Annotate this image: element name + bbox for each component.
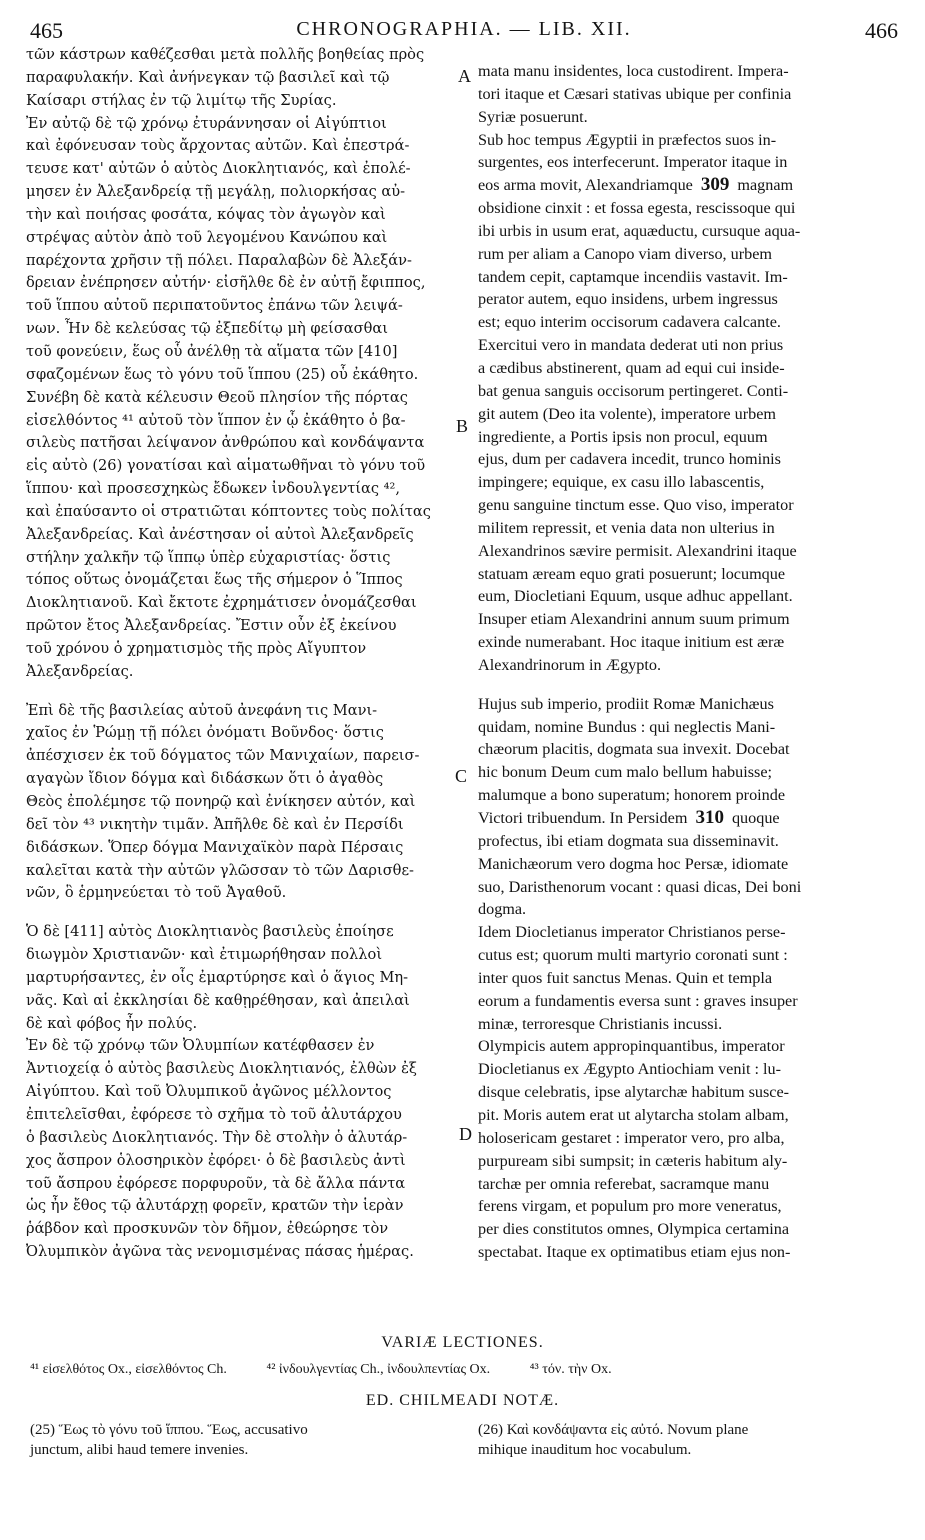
margin-marker-c: C bbox=[455, 766, 468, 786]
variant-41: ⁴¹ εἰσελθότος Ox., εἰσελθόντος Ch. bbox=[30, 1362, 227, 1377]
greek-text-line bbox=[26, 569, 454, 592]
greek-line-text: πρῶτον ἔτος Ἀλεξανδρείας. Ἔστιν οὖν ἐξ ἐκείνου bbox=[26, 617, 397, 635]
latin-line-text: statuam æream equo grati posuerunt; locumque bbox=[478, 564, 786, 583]
greek-line-text: νων. Ἦν δὲ κελεύσας τῷ ἐξπεδίτῳ μὴ φείσασθαι bbox=[26, 320, 388, 338]
latin-text-line bbox=[478, 563, 898, 586]
greek-text-line bbox=[26, 318, 454, 341]
greek-text-line bbox=[26, 1127, 454, 1150]
latin-line-text: tori itaque et Cæsari stativas ubique per confinia bbox=[478, 84, 792, 103]
latin-line-text: obsidione cinxit : et fossa egesta, rescissoque qui bbox=[478, 199, 796, 218]
latin-line-text: bat genua sanguis occisorum pertingeret. Conti- bbox=[478, 381, 789, 400]
greek-line-text: ῥάβδον καὶ προσκυνῶν τὸν δῆμον, ἐθεώρησε τὸν bbox=[26, 1220, 389, 1238]
latin-text-line bbox=[478, 1035, 898, 1058]
greek-line-text: σιλεὺς πατῆσαι λείψανον ἀνθρώπου καὶ κονδάψαντα bbox=[26, 434, 425, 452]
latin-text-line bbox=[478, 426, 898, 449]
latin-text-line bbox=[478, 403, 898, 426]
latin-line-text: genu sanguine tinctum esse. Quo viso, imperator bbox=[478, 496, 794, 515]
greek-text-line bbox=[26, 921, 454, 944]
greek-line-text: παραφυλακήν. Καὶ ἀνήνεγκαν τῷ βασιλεῖ καὶ τῷ bbox=[26, 68, 390, 86]
greek-line-text: εἰς αὐτὸ (26) γονατίσαι καὶ αἱματωθῆναι τὸ γόνυ τοῦ bbox=[26, 457, 426, 475]
latin-text-line bbox=[478, 288, 898, 311]
greek-line-text: ὡς ἦν ἔθος τῷ ἀλυτάρχῃ φορεῖν, κρατῶν τὴν ἱερὰν bbox=[26, 1197, 404, 1215]
latin-line-text: Insuper etiam Alexandrini annum suum primum bbox=[478, 610, 790, 629]
latin-text-line bbox=[478, 494, 898, 517]
greek-text-line bbox=[26, 90, 454, 113]
notae-title: ED. CHILMEADI NOTÆ. bbox=[365, 1392, 560, 1409]
greek-text-line bbox=[26, 700, 454, 723]
greek-line-text: τοῦ ἄσπρου ἐφόρεσε πορφυροῦν, τὰ δὲ ἄλλα πάντα bbox=[26, 1174, 406, 1192]
greek-text-line bbox=[26, 181, 454, 204]
greek-text-line bbox=[26, 1013, 454, 1036]
note-25 bbox=[30, 1420, 460, 1460]
greek-line-text: στήλην χαλκῆν τῷ ἵππῳ ὑπὲρ εὐχαριστίας· ὅστις bbox=[26, 548, 391, 566]
greek-column bbox=[26, 44, 454, 1264]
running-title: CHRONOGRAPHIA. — LIB. XII. bbox=[296, 18, 632, 40]
latin-text-line bbox=[478, 967, 898, 990]
margin-marker-a: A bbox=[458, 66, 471, 86]
greek-line-text: δὲ καὶ φόβος ἦν πολύς. bbox=[26, 1014, 198, 1032]
latin-text-line bbox=[478, 1195, 898, 1218]
latin-text-line bbox=[478, 944, 898, 967]
variant-readings bbox=[30, 1362, 900, 1378]
latin-text-line bbox=[478, 608, 898, 631]
greek-text-line bbox=[26, 768, 454, 791]
latin-text-line bbox=[478, 60, 898, 83]
latin-line-text: dogma. bbox=[478, 900, 527, 919]
greek-text-line bbox=[26, 44, 454, 67]
latin-text-line bbox=[478, 517, 898, 540]
latin-text-line bbox=[478, 738, 898, 761]
greek-text-line bbox=[26, 1058, 454, 1081]
margin-marker-b: B bbox=[456, 416, 469, 436]
latin-line-text: minæ, terroresque Christianis incussi. bbox=[478, 1014, 723, 1033]
greek-line-text: καὶ ἐφόνευσαν τοὺς ἄρχοντας αὐτῶν. Καὶ ἐπεστρά- bbox=[26, 137, 410, 155]
latin-text-line bbox=[478, 654, 898, 677]
greek-line-text: τοῦ χρόνου ὁ χρηματισμὸς τῆς πρὸς Αἴγυπτον bbox=[26, 639, 367, 657]
latin-line-text: suo, Daristhenorum vocant : quasi dicas, Dei boni bbox=[478, 877, 802, 896]
greek-line-text: νῶν, ὃ ἑρμηνεύεται τὸ τοῦ Ἀγαθοῦ. bbox=[26, 884, 287, 902]
note-26-line: (26) Καὶ κονδάψαντα εἰς αὐτό. Novum plane bbox=[478, 1422, 749, 1438]
greek-text-line bbox=[26, 1241, 454, 1264]
margin-number-310: 310 bbox=[695, 807, 724, 828]
latin-line-text: ingrediente, a Portis ipsis non procul, equum bbox=[478, 427, 768, 446]
greek-text-line bbox=[26, 158, 454, 181]
latin-line-text: exinde numerabant. Hoc itaque initium est æræ bbox=[478, 633, 785, 652]
greek-line-text: ἀπέσχισεν ἐκ τοῦ δόγματος τῶν Μανιχαίων, παρεισ- bbox=[26, 747, 420, 765]
latin-text-line bbox=[478, 1058, 898, 1081]
greek-text-line bbox=[26, 1081, 454, 1104]
latin-text-line bbox=[478, 311, 898, 334]
greek-line-text: στρέψας αὐτὸν ἀπὸ τοῦ λεγομένου Κανώπου καὶ bbox=[26, 228, 388, 246]
greek-line-text: ἵππου· καὶ προσεσχηκὼς ἔδωκεν ἰνδουλγεντίας ⁴², bbox=[26, 480, 400, 498]
latin-line-text: militem repressit, et venia data non ulterius in bbox=[478, 518, 775, 537]
greek-line-text: δρειαν ἐνέπρησεν αὐτήν· εἰσῆλθε δὲ ἐν αὐτῇ ἔφιππος, bbox=[26, 274, 426, 292]
latin-text-line bbox=[478, 83, 898, 106]
latin-text-line bbox=[478, 807, 898, 830]
latin-line-text: Manichæorum vero dogma hoc Persæ, idiomate bbox=[478, 854, 789, 873]
latin-line-text: quidam, nomine Bundus : qui neglectis Mani- bbox=[478, 717, 776, 736]
latin-line-text: ibi urbis in usum erat, aquæductu, cursuque aqua- bbox=[478, 221, 801, 240]
latin-line-text: spectabat. Itaque ex optimatibus etiam ejus non- bbox=[478, 1243, 791, 1262]
note-26-line: mihique inauditum hoc vocabulum. bbox=[478, 1442, 692, 1458]
latin-line-text: inter quos fuit sanctus Menas. Quin et templa bbox=[478, 968, 773, 987]
greek-line-text: διδάσκων. Ὅπερ δόγμα Μανιχαϊκὸν παρὰ Πέρσαις bbox=[26, 838, 404, 856]
greek-text-line bbox=[26, 432, 454, 455]
greek-line-text: εἰσελθόντος ⁴¹ αὐτοῦ τὸν ἵππον ἐν ᾧ ἐκάθητο ὁ βα- bbox=[26, 411, 406, 429]
latin-text-line bbox=[478, 266, 898, 289]
greek-line-text: Ἐπὶ δὲ τῆς βασιλείας αὐτοῦ ἀνεφάνη τις Μανι- bbox=[26, 701, 378, 719]
greek-text-line bbox=[26, 661, 454, 684]
latin-text-line bbox=[478, 876, 898, 899]
greek-line-text: χαῖος ἐν Ῥώμῃ τῇ πόλει ὀνόματι Βοῦνδος· ὅστις bbox=[26, 724, 384, 742]
greek-line-text: διωγμὸν Χριστιανῶν· καὶ ἐτιμωρήθησαν πολλοὶ bbox=[26, 946, 383, 964]
greek-text-line bbox=[26, 455, 454, 478]
latin-line-text: eos arma movit, Alexandriamque bbox=[478, 176, 693, 195]
latin-line-text: git autem (Deo ita volente), imperatore urbem bbox=[478, 404, 777, 423]
latin-line-text: ejus, dum per cadavera incedit, trunco hominis bbox=[478, 450, 781, 469]
latin-text-line bbox=[478, 631, 898, 654]
greek-line-text: μαρτυρήσαντες, ἐν οἷς ἐμαρτύρησε καὶ ὁ ἅγιος Μη- bbox=[26, 968, 409, 986]
latin-text-line bbox=[478, 898, 898, 921]
greek-text-line bbox=[26, 1218, 454, 1241]
greek-text-line bbox=[26, 1035, 454, 1058]
latin-text-line bbox=[478, 830, 898, 853]
greek-text-line bbox=[26, 814, 454, 837]
greek-line-text: Ἀλεξανδρείας. bbox=[26, 662, 134, 680]
greek-line-text: σφαζομένων ἕως τὸ γόνυ τοῦ ἵππου (25) οὗ ἐκάθητο. bbox=[26, 365, 419, 383]
greek-text-line bbox=[26, 113, 454, 136]
page-number-right: 466 bbox=[865, 18, 898, 43]
latin-line-text: Hujus sub imperio, prodiit Romæ Manichæus bbox=[478, 694, 774, 713]
greek-text-line bbox=[26, 791, 454, 814]
latin-text-line bbox=[478, 1173, 898, 1196]
latin-line-text: malumque a bono superatum; honorem proinde bbox=[478, 786, 786, 805]
greek-line-text: Θεὸς ἐπολέμησε τῷ πονηρῷ καὶ ἐνίκησεν αὐτόν, καὶ bbox=[26, 793, 416, 810]
greek-text-line bbox=[26, 250, 454, 273]
greek-line-text: Αἰγύπτου. Καὶ τοῦ Ὀλυμπικοῦ ἀγῶνος μέλλοντος bbox=[26, 1083, 392, 1101]
latin-text-line bbox=[478, 784, 898, 807]
note-26 bbox=[478, 1420, 898, 1460]
latin-line-text: mata manu insidentes, loca custodirent. Impera- bbox=[478, 62, 789, 80]
greek-line-text: αγαγὼν ἴδιον δόγμα καὶ διδάσκων ὅτι ὁ ἀγαθὸς bbox=[26, 770, 384, 788]
note-25-line: junctum, alibi haud temere invenies. bbox=[30, 1442, 249, 1458]
greek-text-line bbox=[26, 882, 454, 905]
latin-line-text: eorum a fundamentis eversa sunt : graves insuper bbox=[478, 991, 798, 1010]
greek-text-line bbox=[26, 67, 454, 90]
greek-line-text: Ὀλυμπικὸν ἀγῶνα τὰς νενομισμένας πάσας ἡμέρας. bbox=[26, 1243, 414, 1261]
greek-line-text: Καίσαρι στήλας ἐν τῷ λιμίτῳ τῆς Συρίας. bbox=[26, 91, 337, 109]
latin-text-line bbox=[478, 1081, 898, 1104]
latin-line-text: eum, Diocletiani Equum, usque adhuc appellant. bbox=[478, 587, 793, 606]
latin-text-line bbox=[478, 761, 898, 784]
greek-text-line bbox=[26, 1195, 454, 1218]
greek-line-text: νᾶς. Καὶ αἱ ἐκκλησίαι δὲ καθῃρέθησαν, καὶ ἀπειλαὶ bbox=[26, 991, 410, 1009]
greek-text-line bbox=[26, 592, 454, 615]
greek-line-text: τοῦ ἵππου αὐτοῦ περιπατοῦντος ἐπάνω τῶν λειψά- bbox=[26, 297, 403, 315]
latin-text-line bbox=[478, 448, 898, 471]
greek-text-line bbox=[26, 524, 454, 547]
latin-line-text: magnam bbox=[737, 176, 794, 195]
greek-text-line bbox=[26, 745, 454, 768]
latin-line-text: Olympicis autem appropinquantibus, imperator bbox=[478, 1037, 785, 1056]
latin-text-line bbox=[478, 174, 898, 197]
latin-text-line bbox=[478, 921, 898, 944]
latin-text-line bbox=[478, 151, 898, 174]
latin-line-text: profectus, ibi etiam dogmata sua disseminavit. bbox=[478, 831, 779, 850]
latin-line-text: est; equo interim occisorum cadavera calcante. bbox=[478, 313, 781, 332]
greek-line-text: παρέχοντα χρῆσιν τῇ πόλει. Παραλαβὼν δὲ Ἀλεξάν- bbox=[26, 251, 412, 269]
greek-line-text: Διοκλητιανοῦ. Καὶ ἔκτοτε ἐχρημάτισεν ὀνομάζεσθαι bbox=[26, 594, 417, 612]
greek-text-line bbox=[26, 295, 454, 318]
latin-line-text: ferens virgam, et populum pro more veneratus, bbox=[478, 1197, 782, 1216]
latin-text-line bbox=[478, 585, 898, 608]
paragraph-gap bbox=[26, 905, 454, 921]
variant-43: ⁴³ τόν. τὴν Ox. bbox=[529, 1362, 612, 1377]
paragraph-gap bbox=[26, 684, 454, 700]
latin-line-text: per dies constitutos omnes, Olympica certamina bbox=[478, 1220, 790, 1239]
latin-text-line bbox=[478, 853, 898, 876]
latin-text-line bbox=[478, 1150, 898, 1173]
page-number-left: 465 bbox=[30, 18, 63, 43]
greek-line-text: ὁ βασιλεὺς Διοκλητιανός. Τὴν δὲ στολὴν ὁ ἀλυτάρ- bbox=[26, 1128, 408, 1146]
greek-text-line bbox=[26, 944, 454, 967]
latin-text-line bbox=[478, 357, 898, 380]
latin-line-text: cutus est; quorum multi martyrio coronati sunt : bbox=[478, 946, 788, 965]
latin-line-text: quoque bbox=[731, 809, 780, 827]
greek-text-line bbox=[26, 478, 454, 501]
latin-line-text: surgentes, eos interfecerunt. Imperator itaque in bbox=[478, 153, 788, 172]
latin-line-text: pit. Moris autem erat ut alytarcha stolam albam, bbox=[478, 1105, 789, 1124]
greek-text-line bbox=[26, 1104, 454, 1127]
greek-line-text: Ὁ δὲ [411] αὐτὸς Διοκλητιανὸς βασιλεὺς ἐποίησε bbox=[26, 923, 394, 941]
greek-text-line bbox=[26, 967, 454, 990]
latin-line-text: tandem cepit, captamque incendiis vastavit. Im- bbox=[478, 267, 788, 286]
greek-line-text: τὴν καὶ ποιήσας φοσάτα, κόψας τὸν ἀγωγὸν καὶ bbox=[26, 205, 386, 223]
latin-text-line bbox=[478, 197, 898, 220]
latin-line-text: Victori tribuendum. In Persidem bbox=[478, 809, 688, 827]
greek-line-text: Ἀλεξανδρείας. Καὶ ἀνέστησαν οἱ αὐτοὶ Ἀλεξανδρεῖς bbox=[26, 525, 414, 543]
latin-text-line bbox=[478, 540, 898, 563]
greek-text-line bbox=[26, 837, 454, 860]
latin-line-text: hic bonum Deum cum malo bellum habuisse; bbox=[478, 763, 773, 782]
greek-text-line bbox=[26, 227, 454, 250]
greek-line-text: Συνέβη δὲ κατὰ κέλευσιν Θεοῦ πλησίον τῆς πόρτας bbox=[26, 388, 408, 406]
greek-text-line bbox=[26, 341, 454, 364]
latin-line-text: Diocletianus ex Ægypto Antiochiam venit : lu- bbox=[478, 1060, 782, 1079]
latin-text-line bbox=[478, 716, 898, 739]
latin-line-text: tarchæ per omnia referebat, sacramque manu bbox=[478, 1174, 770, 1193]
latin-line-text: chæorum placitis, dogmata sua invexit. Docebat bbox=[478, 740, 790, 759]
latin-line-text: Exercitui vero in mandata dederat uti non prius bbox=[478, 336, 784, 355]
page-header bbox=[30, 18, 898, 46]
greek-line-text: καλεῖται κατὰ τὴν αὐτῶν γλῶσσαν τὸ τῶν Δαρισθε- bbox=[26, 861, 414, 879]
latin-text-line bbox=[478, 106, 898, 129]
greek-line-text: Ἐν δὲ τῷ χρόνῳ τῶν Ὀλυμπίων κατέφθασεν ἐν bbox=[26, 1037, 375, 1055]
latin-text-line bbox=[478, 990, 898, 1013]
latin-line-text: Syriæ posuerunt. bbox=[478, 107, 588, 126]
variae-lectiones-title: VARIÆ LECTIONES. bbox=[381, 1334, 544, 1351]
margin-marker-d: D bbox=[459, 1124, 472, 1144]
latin-line-text: Alexandrinorum in Ægypto. bbox=[478, 655, 661, 674]
greek-text-line bbox=[26, 547, 454, 570]
greek-text-line bbox=[26, 1150, 454, 1173]
latin-text-line bbox=[478, 1013, 898, 1036]
greek-text-line bbox=[26, 272, 454, 295]
latin-line-text: a cædibus abstinerent, quam ad equi cui inside- bbox=[478, 358, 785, 377]
variant-42: ⁴² ἰνδουλγεντίας Ch., ἰνδουλπεντίας Ox. bbox=[266, 1362, 491, 1377]
greek-line-text: Ἀντιοχείᾳ ὁ αὐτὸς βασιλεὺς Διοκλητιανός, ἐλθὼν ἐξ bbox=[26, 1060, 417, 1078]
greek-line-text: τῶν κάστρων καθέζεσθαι μετὰ πολλῆς βοηθείας πρὸς bbox=[26, 46, 425, 63]
latin-column bbox=[478, 60, 898, 1264]
latin-text-line bbox=[478, 220, 898, 243]
latin-line-text: holosericam gestaret : imperator vero, pro alba, bbox=[478, 1128, 785, 1147]
greek-text-line bbox=[26, 387, 454, 410]
latin-text-line bbox=[478, 1127, 898, 1150]
greek-text-line bbox=[26, 615, 454, 638]
latin-text-line bbox=[478, 243, 898, 266]
latin-text-line bbox=[478, 1218, 898, 1241]
greek-text-line bbox=[26, 364, 454, 387]
latin-text-line bbox=[478, 693, 898, 716]
greek-text-line bbox=[26, 135, 454, 158]
greek-text-line bbox=[26, 1173, 454, 1196]
greek-line-text: Ἐν αὐτῷ δὲ τῷ χρόνῳ ἐτυράννησαν οἱ Αἰγύπτιοι bbox=[26, 114, 387, 132]
greek-text-line bbox=[26, 638, 454, 661]
greek-text-line bbox=[26, 860, 454, 883]
greek-line-text: καὶ ἐπαύσαντο οἱ στρατιῶται κόπτοντες τοὺς πολίτας bbox=[26, 502, 431, 520]
greek-line-text: τοῦ φονεύειν, ἕως οὗ ἀνέλθῃ τὰ αἵματα τῶν [410] bbox=[26, 342, 398, 360]
latin-line-text: Alexandrinos sævire permisit. Alexandrini itaque bbox=[478, 541, 797, 560]
greek-line-text: τόπος οὕτως ὀνομάζεται ἕως τῆς σήμερον ὁ Ἵππος bbox=[26, 571, 403, 589]
latin-text-line bbox=[478, 129, 898, 152]
latin-text-line bbox=[478, 380, 898, 403]
greek-line-text: μησεν ἐν Ἀλεξανδρείᾳ τῇ μεγάλῃ, πολιορκήσας αὐ- bbox=[26, 183, 406, 201]
latin-line-text: Idem Diocletianus imperator Christianos perse- bbox=[478, 923, 786, 942]
latin-line-text: rum per aliam a Canopo viam diverso, urbem bbox=[478, 244, 772, 263]
latin-text-line bbox=[478, 334, 898, 357]
latin-line-text: disque celebratis, ipse alytarchæ habitum susce- bbox=[478, 1083, 790, 1102]
latin-line-text: Sub hoc tempus Ægyptii in præfectos suos in- bbox=[478, 130, 777, 149]
greek-line-text: τευσε κατ' αὐτῶν ὁ αὐτὸς Διοκλητιανός, καὶ ἐπολέ- bbox=[26, 160, 411, 178]
greek-text-line bbox=[26, 990, 454, 1013]
latin-text-line bbox=[478, 471, 898, 494]
latin-line-text: perator autem, equo insidens, urbem ingressus bbox=[478, 290, 778, 309]
greek-line-text: ἐπιτελεῖσθαι, ἐφόρεσε τὸ σχῆμα τὸ τοῦ ἀλυτάρχου bbox=[26, 1105, 402, 1123]
paragraph-gap bbox=[478, 677, 898, 693]
greek-text-line bbox=[26, 410, 454, 433]
note-25-line: (25) Ἕως τὸ γόνυ τοῦ ἵππου. Ἕως, accusativo bbox=[30, 1422, 308, 1438]
greek-line-text: χος ἄσπρον ὁλοσηρικὸν ἐφόρει· ὁ δὲ βασιλεὺς ἀντὶ bbox=[26, 1151, 406, 1169]
latin-text-line bbox=[478, 1104, 898, 1127]
greek-text-line bbox=[26, 204, 454, 227]
greek-text-line bbox=[26, 501, 454, 524]
greek-line-text: δεῖ τὸν ⁴³ νικητὴν τιμᾶν. Ἀπῆλθε δὲ καὶ ἐν Περσίδι bbox=[26, 815, 404, 833]
latin-line-text: purpuream sibi sumpsit; in cæteris habitum aly- bbox=[478, 1151, 788, 1170]
latin-line-text: impingere; equique, ex casu illo labascentis, bbox=[478, 473, 765, 492]
margin-number-309: 309 bbox=[700, 174, 730, 196]
greek-text-line bbox=[26, 722, 454, 745]
latin-text-line bbox=[478, 1241, 898, 1264]
